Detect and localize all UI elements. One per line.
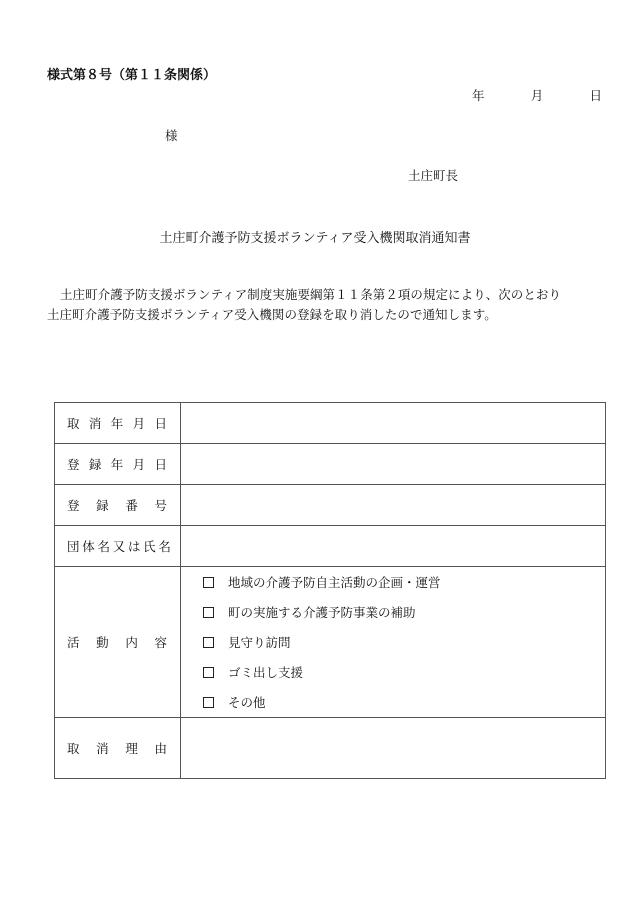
body-line-2: 土庄町介護予防支援ボランティア受入機関の登録を取り消したので通知します。 [47, 307, 497, 322]
date-year-label: 年 [472, 88, 485, 103]
activity-list [181, 567, 605, 717]
table-row [55, 567, 606, 718]
label-text: 取 消 年 月 日 [67, 416, 167, 431]
row-label-cancel-reason [55, 718, 181, 779]
activity-item [203, 687, 605, 717]
cancel-reason-value[interactable] [181, 718, 606, 779]
details-table [54, 402, 606, 779]
document-title: 土庄町介護予防支援ボランティア受入機関取消通知書 [159, 231, 471, 246]
checkbox[interactable] [203, 697, 214, 708]
activity-label: ゴミ出し支援 [228, 665, 304, 680]
sender: 土庄町長 [408, 168, 459, 183]
activity-item [203, 627, 605, 657]
table-row [55, 485, 606, 526]
activity-label: 地域の介護予防自主活動の企画・運営 [228, 575, 441, 590]
table-row [55, 526, 606, 567]
activity-item [203, 597, 605, 627]
activity-list-cell [181, 567, 606, 718]
recipient-suffix: 様 [165, 128, 178, 143]
checkbox[interactable] [203, 667, 214, 678]
row-label-organization-name [55, 526, 181, 567]
row-label-registration-number [55, 485, 181, 526]
activity-item [203, 567, 605, 597]
label-text: 活 動 内 容 [67, 635, 167, 650]
label-text: 団 体 名 又 は 氏 名 [67, 539, 171, 554]
registration-number-value[interactable] [181, 485, 606, 526]
row-label-cancel-date [55, 403, 181, 444]
activity-label: 町の実施する介護予防事業の補助 [228, 605, 416, 620]
table-row [55, 444, 606, 485]
label-text: 取 消 理 由 [67, 741, 167, 756]
date-month-label: 月 [530, 88, 544, 103]
form-number: 様式第８号（第１１条関係） [47, 68, 217, 83]
activity-item [203, 657, 605, 687]
row-label-activity [55, 567, 181, 718]
body-text [47, 285, 607, 325]
table-row [55, 718, 606, 779]
row-label-registration-date [55, 444, 181, 485]
body-line-1: 土庄町介護予防支援ボランティア制度実施要綱第１１条第２項の規定により、次のとおり [60, 287, 562, 302]
label-text: 登 録 番 号 [67, 498, 167, 513]
cancel-date-value[interactable] [181, 403, 606, 444]
activity-label: 見守り訪問 [228, 635, 291, 650]
organization-name-value[interactable] [181, 526, 606, 567]
label-text: 登 録 年 月 日 [67, 457, 167, 472]
checkbox[interactable] [203, 607, 214, 618]
date-line [472, 86, 602, 104]
checkbox[interactable] [203, 577, 214, 588]
activity-label: その他 [228, 695, 266, 710]
table-row [55, 403, 606, 444]
date-day-label: 日 [589, 88, 602, 103]
registration-date-value[interactable] [181, 444, 606, 485]
checkbox[interactable] [203, 637, 214, 648]
